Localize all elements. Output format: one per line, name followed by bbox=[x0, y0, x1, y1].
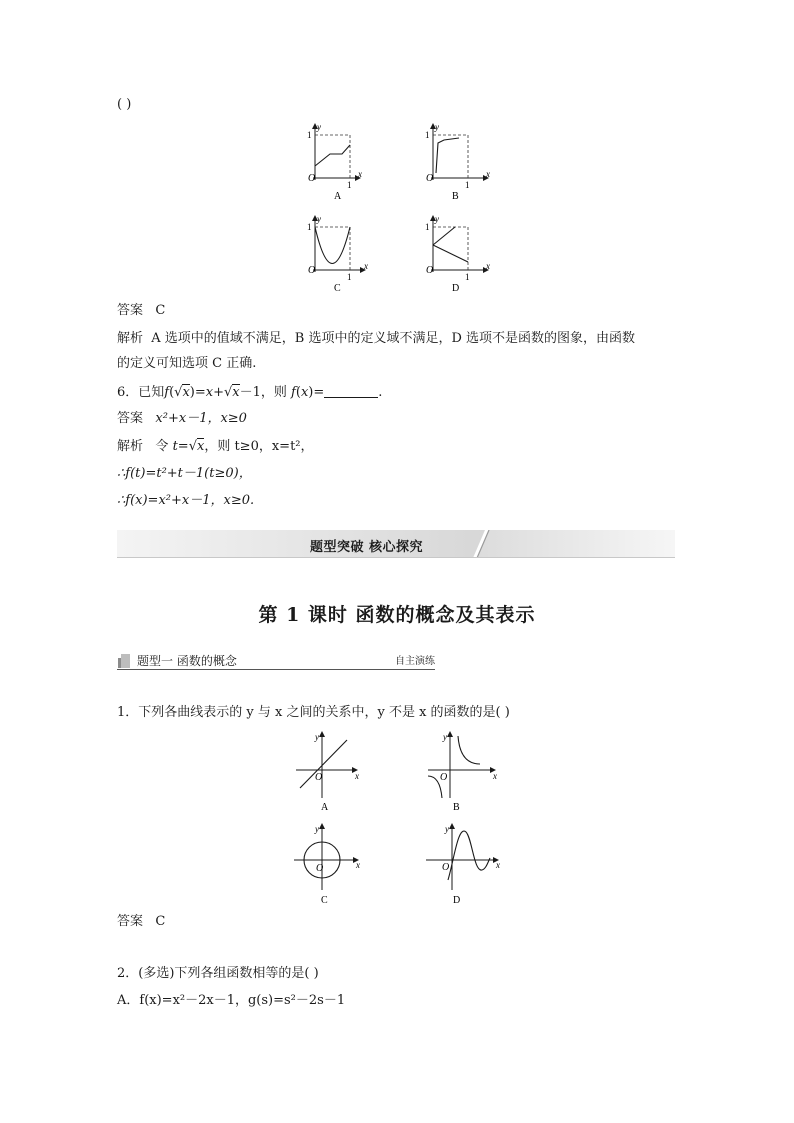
chapter-title: 第 1 课时 函数的概念及其表示 bbox=[258, 604, 536, 626]
axis-x-label: x bbox=[493, 771, 497, 781]
q1-label-c: C bbox=[321, 895, 328, 906]
origin-label: O bbox=[315, 772, 323, 783]
section-right-label: 自主演练 bbox=[395, 656, 435, 667]
q1-graph-d bbox=[426, 824, 500, 906]
q1-label-a: A bbox=[321, 802, 329, 813]
banner-title: 题型突破 核心探究 bbox=[310, 540, 424, 555]
q2-option-a: A．f(x)=x²－2x－1，g(s)=s²－2s－1 bbox=[117, 993, 346, 1008]
axis-x-label: x bbox=[486, 169, 490, 179]
origin-label: O bbox=[308, 173, 316, 184]
axis-y-label: y bbox=[445, 824, 449, 834]
answer-label: 答案 bbox=[117, 411, 144, 426]
axis-y-label: y bbox=[317, 122, 321, 132]
axis-x-label: x bbox=[356, 860, 360, 870]
q6-step1-prefix: 令 bbox=[155, 439, 173, 454]
answer-label: 答案 bbox=[117, 914, 144, 929]
q6-step2: ∴f(t)=t²+t－1(t≥0)， bbox=[117, 466, 252, 481]
axis-y-label: y bbox=[435, 214, 439, 224]
axis-y-label: y bbox=[315, 732, 319, 742]
q6-step1-suffix: ，则 t≥0，x=t²， bbox=[204, 439, 314, 454]
question-6: 6．已知f(√x)=x+√x－1，则 f(x)= . bbox=[117, 385, 383, 400]
q1-answer-line bbox=[117, 913, 165, 931]
choice-bracket: ( ) bbox=[117, 97, 132, 112]
origin-label: O bbox=[440, 772, 448, 783]
graph-b bbox=[425, 122, 490, 202]
tab-marker-icon bbox=[117, 652, 137, 670]
q6-answer-value: x²+x－1，x≥0 bbox=[155, 411, 247, 426]
graph-label-b: B bbox=[452, 191, 459, 202]
axis-x-label: x bbox=[358, 169, 362, 179]
q1-graph-c bbox=[294, 824, 360, 906]
graph-c bbox=[307, 214, 368, 293]
graph-label-a: A bbox=[334, 191, 342, 202]
tick-1-x: 1 bbox=[465, 180, 470, 190]
q6-answer-line bbox=[117, 410, 247, 428]
axis-x-label: x bbox=[364, 261, 368, 271]
axis-x-label: x bbox=[486, 261, 490, 271]
graph-label-d: D bbox=[452, 283, 460, 293]
section-title: 题型一 函数的概念 bbox=[137, 654, 237, 668]
origin-label: O bbox=[442, 862, 450, 873]
q1-answer-value: C bbox=[155, 914, 166, 929]
tick-1-y: 1 bbox=[425, 222, 430, 232]
q1-graph-a bbox=[296, 732, 359, 813]
q1-graph-b bbox=[428, 732, 497, 813]
question-1: 1．下列各曲线表示的 y 与 x 之间的关系中，y 不是 x 的函数的是( ) bbox=[117, 705, 510, 720]
axis-x-label: x bbox=[496, 860, 500, 870]
q1-label-b: B bbox=[453, 802, 460, 813]
tick-1-x: 1 bbox=[465, 272, 470, 282]
analysis-line-2: 的定义可知选项 C 正确. bbox=[117, 356, 257, 371]
origin-label: O bbox=[426, 173, 434, 184]
q1-label-d: D bbox=[453, 895, 461, 906]
tick-1-y: 1 bbox=[307, 222, 312, 232]
axis-y-label: y bbox=[315, 824, 319, 834]
fill-blank[interactable] bbox=[324, 384, 378, 398]
axis-x-label: x bbox=[355, 771, 359, 781]
axis-y-label: y bbox=[317, 214, 321, 224]
answer-label: 答案 bbox=[117, 303, 144, 318]
origin-label: O bbox=[316, 863, 324, 874]
graph-d bbox=[425, 214, 490, 293]
answer-line bbox=[117, 302, 165, 320]
graph-label-c: C bbox=[334, 283, 341, 293]
tick-1-x: 1 bbox=[347, 180, 352, 190]
top-graphs bbox=[290, 118, 510, 293]
question-2: 2．(多选)下列各组函数相等的是( ) bbox=[117, 966, 319, 981]
q6-analysis-line-1: 解析 令 t=√x，则 t≥0，x=t²， bbox=[117, 439, 314, 454]
q6-step3: ∴f(x)=x²+x－1，x≥0. bbox=[117, 493, 255, 508]
analysis-text: A 选项中的值域不满足，B 选项中的定义域不满足，D 选项不是函数的图象，由函数 bbox=[151, 331, 636, 346]
section-underline bbox=[117, 669, 435, 670]
axis-y-label: y bbox=[443, 732, 447, 742]
answer-value: C bbox=[155, 303, 166, 318]
origin-label: O bbox=[308, 265, 316, 276]
q6-prefix: 6．已知 bbox=[117, 385, 165, 400]
analysis-label: 解析 bbox=[117, 331, 144, 346]
tick-1-y: 1 bbox=[307, 130, 312, 140]
origin-label: O bbox=[426, 265, 434, 276]
q1-graphs bbox=[292, 728, 507, 906]
analysis-label: 解析 bbox=[117, 439, 144, 454]
axis-y-label: y bbox=[435, 122, 439, 132]
question-type-header bbox=[117, 652, 435, 670]
tick-1-y: 1 bbox=[425, 130, 430, 140]
analysis-line-1 bbox=[117, 330, 635, 348]
tick-1-x: 1 bbox=[347, 272, 352, 282]
graph-a bbox=[307, 122, 362, 202]
